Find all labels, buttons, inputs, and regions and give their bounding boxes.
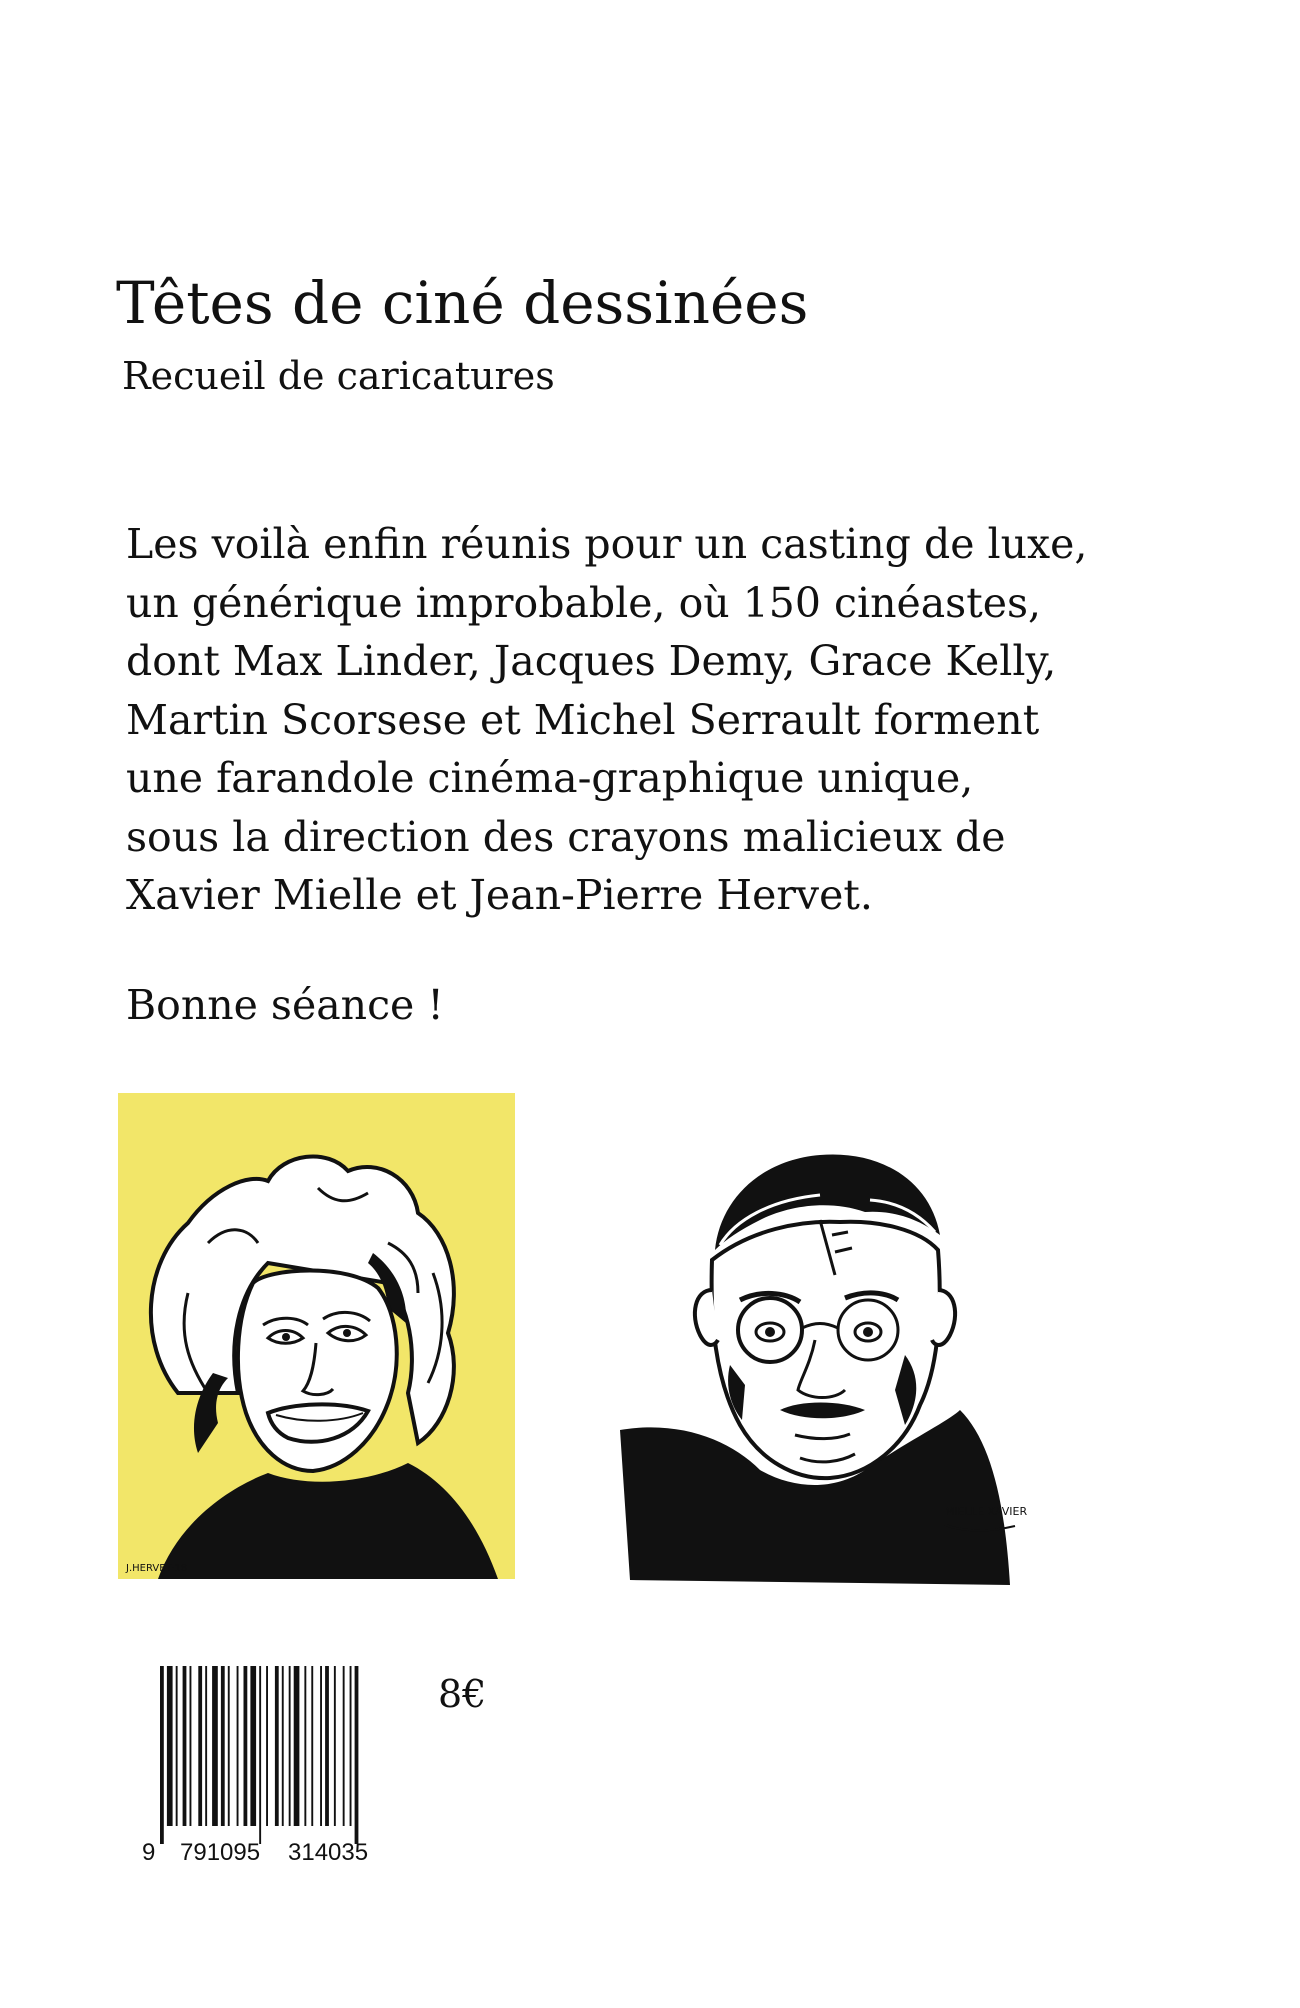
barcode-bar (355, 1666, 359, 1844)
barcode-bar (212, 1666, 218, 1826)
barcode-bar (343, 1666, 345, 1826)
barcode-bar (325, 1666, 329, 1826)
barcode-bar (237, 1666, 239, 1826)
blurb-line: dont Max Linder, Jacques Demy, Grace Kelly, (126, 637, 1057, 685)
barcode-bar (221, 1666, 225, 1826)
barcode-bar (294, 1666, 300, 1826)
barcode-bar (282, 1666, 284, 1826)
barcode-bar (266, 1666, 268, 1826)
barcode-bar (311, 1666, 313, 1826)
barcode-bar (250, 1666, 256, 1826)
barcode-digits-right: 314035 (288, 1839, 369, 1866)
caricature-man-portrait-icon (620, 1140, 1040, 1585)
barcode-digit-lead: 9 (142, 1839, 156, 1866)
barcode-bar (320, 1666, 322, 1826)
barcode-bar (259, 1666, 261, 1844)
barcode-digits-left: 791095 (180, 1839, 261, 1866)
closing-line: Bonne séance ! (126, 981, 444, 1029)
blurb-paragraph (126, 515, 1206, 925)
barcode-icon (140, 1666, 395, 1866)
blurb-line: sous la direction des crayons malicieux de (126, 812, 1006, 861)
barcode-bar (167, 1666, 173, 1826)
barcode-bar (190, 1666, 192, 1826)
barcode-bar (244, 1666, 248, 1826)
barcode-bar (176, 1666, 178, 1826)
barcode-bar (205, 1666, 207, 1826)
left-illustration-signature: J.HERVET-18 (126, 1563, 188, 1574)
barcode-bar (304, 1666, 306, 1826)
price-label: 8€ (438, 1672, 487, 1716)
barcode-bar (350, 1666, 352, 1826)
blurb-line: Martin Scorsese et Michel Serrault forment (126, 695, 1040, 744)
right-illustration-signature: MIELLE XAVIER (945, 1505, 1028, 1518)
barcode-bar (198, 1666, 202, 1826)
blurb-line: Les voilà enfin réunis pour un casting de luxe, (126, 520, 1088, 568)
barcode-bar (183, 1666, 187, 1826)
caricature-woman-portrait-icon (118, 1093, 515, 1579)
blurb-line: une farandole cinéma-graphique unique, (126, 754, 974, 802)
book-subtitle: Recueil de caricatures (122, 354, 555, 398)
barcode-bar (228, 1666, 230, 1826)
barcode-bar (334, 1666, 336, 1826)
blurb-line: un générique improbable, où 150 cinéastes, (126, 578, 1042, 627)
barcode-bar (275, 1666, 279, 1826)
blurb-line: Xavier Mielle et Jean-Pierre Hervet. (126, 871, 873, 919)
barcode-bar (289, 1666, 291, 1826)
book-title: Têtes de ciné dessinées (116, 269, 809, 337)
barcode-bar (160, 1666, 164, 1844)
